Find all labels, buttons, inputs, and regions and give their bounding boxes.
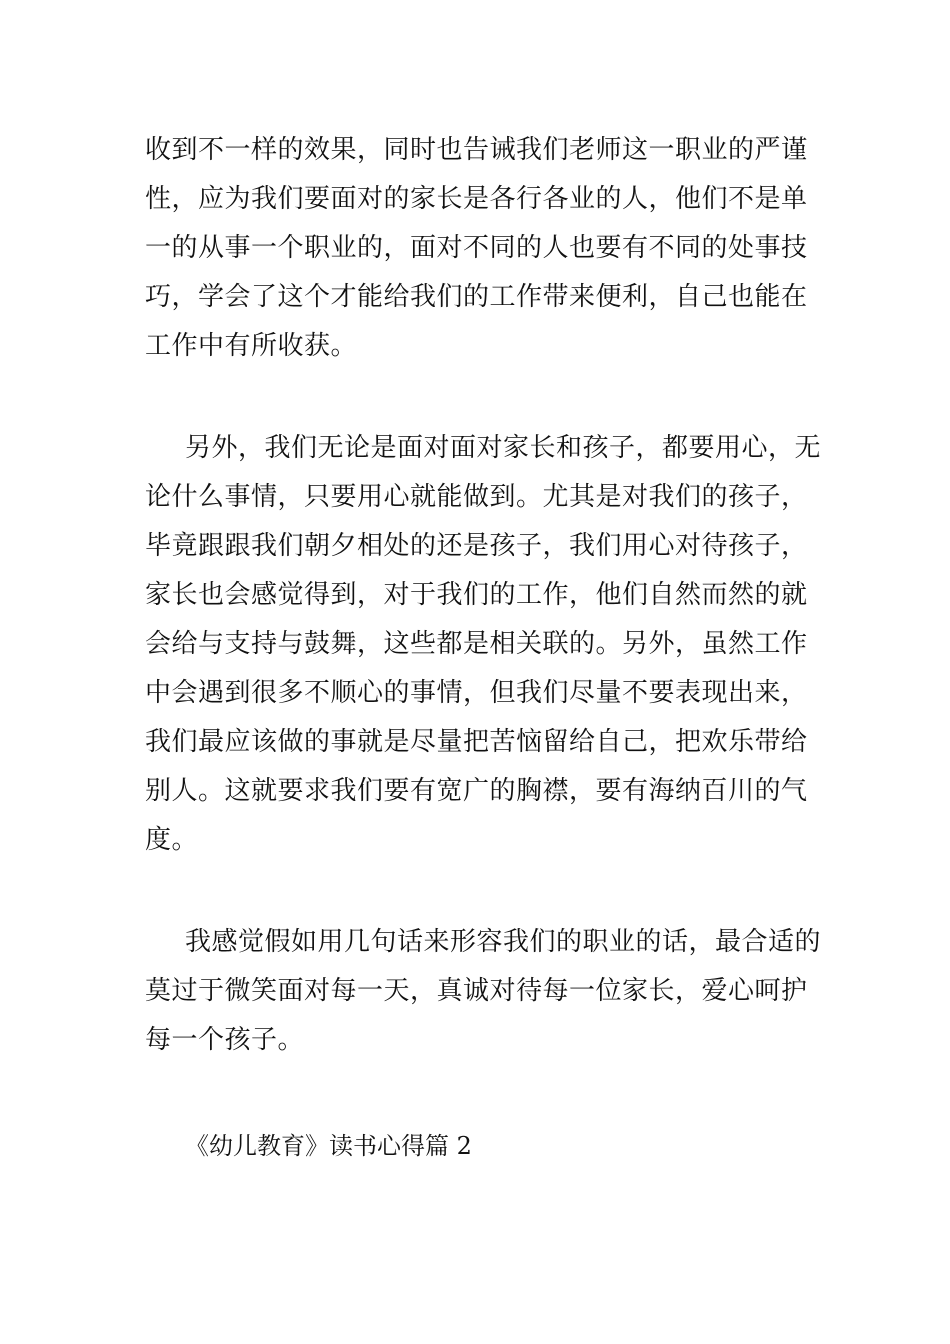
paragraph-line: 会给与支持与鼓舞，这些都是相关联的。另外，虽然工作: [145, 629, 808, 659]
section-heading: 《幼儿教育》读书心得篇 2: [185, 1132, 472, 1160]
paragraph-line: 家长也会感觉得到，对于我们的工作，他们自然而然的就: [145, 580, 808, 610]
paragraph-line: 另外，我们无论是面对面对家长和孩子，都要用心，无: [185, 433, 822, 463]
paragraph-line: 我感觉假如用几句话来形容我们的职业的话，最合适的: [185, 927, 822, 957]
paragraph-line: 度。: [145, 825, 199, 855]
paragraph-line: 收到不一样的效果，同时也告诫我们老师这一职业的严谨: [145, 135, 808, 165]
paragraph-line: 别人。这就要求我们要有宽广的胸襟，要有海纳百川的气: [145, 776, 808, 806]
paragraph-line: 毕竟跟跟我们朝夕相处的还是孩子，我们用心对待孩子，: [145, 531, 808, 561]
paragraph-line: 巧，学会了这个才能给我们的工作带来便利，自己也能在: [145, 282, 808, 312]
paragraph-line: 我们最应该做的事就是尽量把苦恼留给自己，把欢乐带给: [145, 727, 808, 757]
paragraph-line: 性，应为我们要面对的家长是各行各业的人，他们不是单: [145, 184, 808, 214]
paragraph-line: 莫过于微笑面对每一天，真诚对待每一位家长，爱心呵护: [145, 976, 808, 1006]
paragraph-line: 论什么事情，只要用心就能做到。尤其是对我们的孩子，: [145, 482, 808, 512]
paragraph-line: 每一个孩子。: [145, 1025, 305, 1055]
paragraph-line: 一的从事一个职业的，面对不同的人也要有不同的处事技: [145, 233, 808, 263]
paragraph-line: 工作中有所收获。: [145, 331, 358, 361]
paragraph-line: 中会遇到很多不顺心的事情，但我们尽量不要表现出来，: [145, 678, 808, 708]
